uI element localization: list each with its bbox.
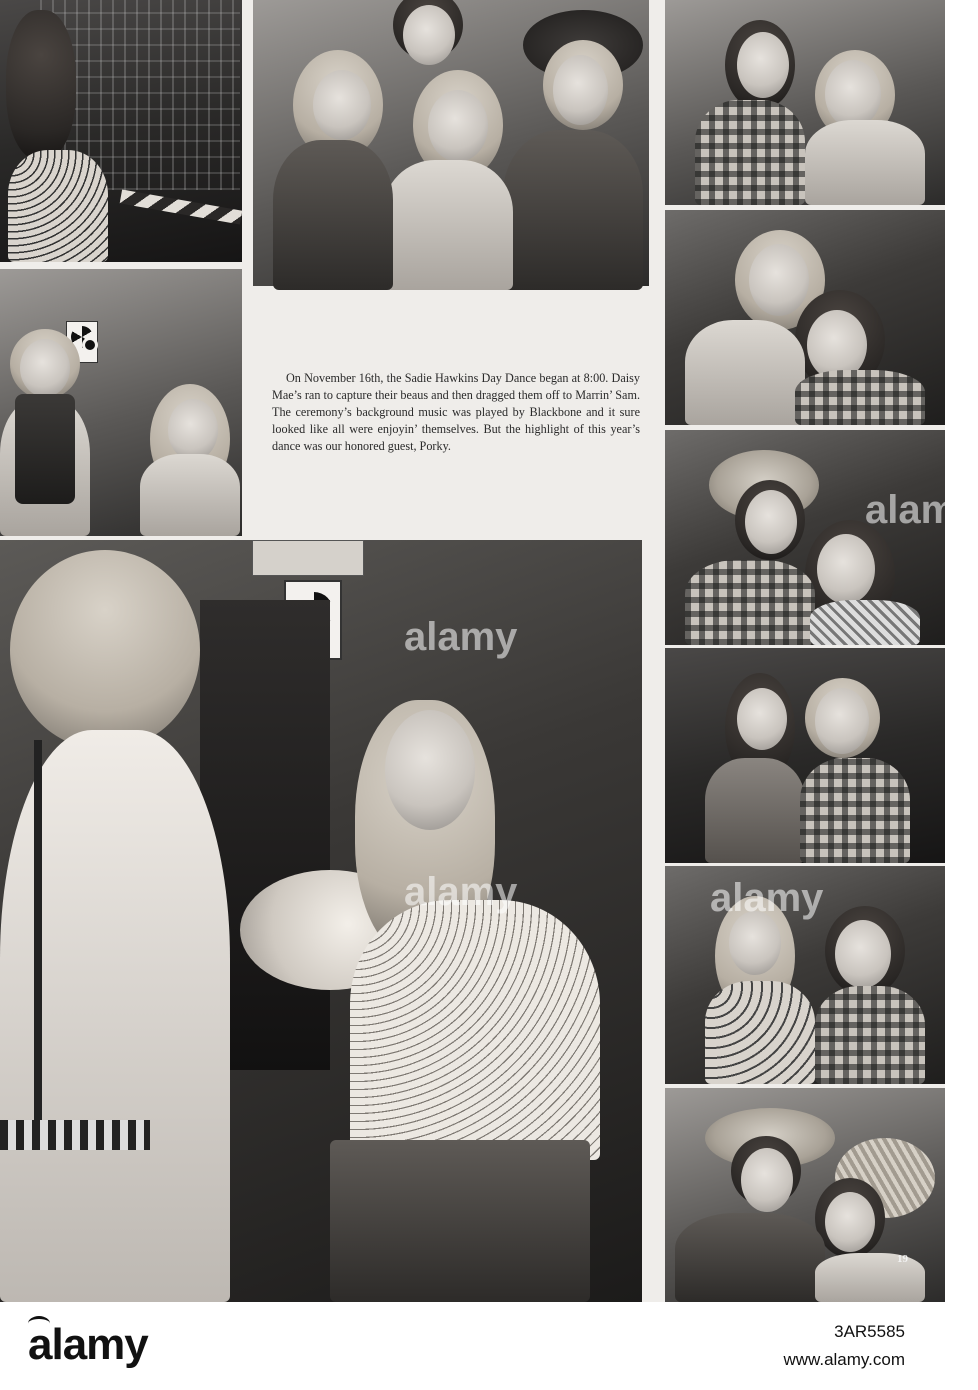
- portrait-1: [665, 0, 945, 205]
- watermark-mid: alamy: [404, 870, 518, 914]
- site-url[interactable]: www.alamy.com: [783, 1350, 905, 1369]
- footer-meta: [783, 1322, 905, 1370]
- portrait-5: [665, 866, 945, 1084]
- article-caption: On November 16th, the Sadie Hawkins Day Dance began at 8:00. Daisy Mae’s ran to capture their beaus and then dragged them off to Marrin’ Sam. The ceremony’s background music was played by Blackbone and it sure looked like all were enjoyin’ themselves. But the highlight of this year’s dance was our honored guest, Porky.: [272, 371, 640, 453]
- alamy-logo: [28, 1320, 148, 1370]
- watermark-right-2: alamy: [710, 876, 824, 920]
- portrait-3: [665, 430, 945, 645]
- photo-dance-crowd: [253, 0, 649, 286]
- portrait-6: [665, 1088, 945, 1302]
- portrait-2: [665, 210, 945, 425]
- watermark-right-1: alamy: [865, 488, 978, 532]
- photo-girl-at-cage: [0, 0, 242, 262]
- portrait-4: [665, 648, 945, 863]
- page-number: 19: [897, 1253, 908, 1265]
- stock-footer: [0, 1302, 945, 1390]
- image-id: 3AR5585: [834, 1322, 905, 1341]
- photo-couple-with-pig: [0, 269, 242, 536]
- alamy-logo-mark: [28, 1316, 50, 1331]
- photo-girl-with-pig: [0, 540, 642, 1302]
- alamy-logo-text: alamy: [28, 1320, 148, 1369]
- watermark-top: alamy: [404, 615, 518, 659]
